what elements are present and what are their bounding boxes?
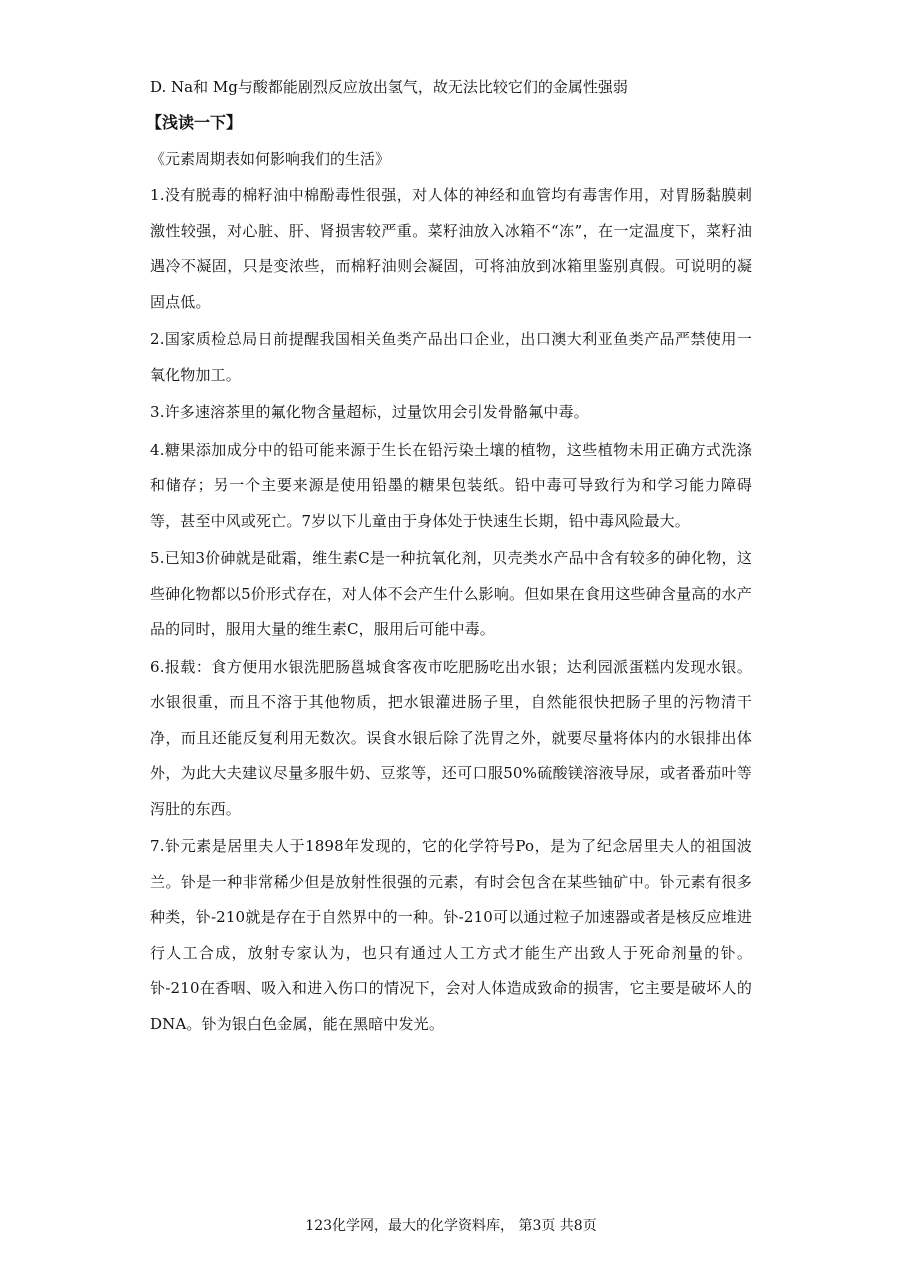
option-d-text: D. Na和 Mg与酸都能剧烈反应放出氢气，故无法比较它们的金属性强弱 (150, 78, 628, 96)
paragraph-6: 6.报载：食方便用水银洗肥肠邕城食客夜市吃肥肠吃出水银；达利园派蛋糕内发现水银。水银很重，而且不溶于其他物质，把水银灌进肠子里，自然能很快把肠子里的污物清干净，而且还能反复利用无数次。误食水银后除了洗胃之外，就要尽量将体内的水银排出体外，为此大夫建议尽量多服牛奶、豆浆等，还可口服50%硫酸镁溶液导尿，或者番茄叶等泻肚的东西。 (150, 657, 752, 818)
section-heading: 【浅读一下】 (146, 113, 243, 132)
paragraph-3: 3.许多速溶茶里的氟化物含量超标，过量饮用会引发骨骼氟中毒。 (150, 403, 589, 421)
paragraph-4: 4.糖果添加成分中的铅可能来源于生长在铅污染土壤的植物，这些植物未用正确方式洗涤和储存；另一个主要来源是使用铅墨的糖果包装纸。铅中毒可导致行为和学习能力障碍等，甚至中风或死亡。7岁以下儿童由于身体处于快速生长期，铅中毒风险最大。 (150, 440, 752, 530)
paragraph-5: 5.已知3价砷就是砒霜，维生素C是一种抗氧化剂，贝壳类水产品中含有较多的砷化物，这些砷化物都以5价形式存在，对人体不会产生什么影响。但如果在食用这些砷含量高的水产品的同时，服用大量的维生素C，服用后可能中毒。 (150, 549, 752, 638)
page-content (146, 70, 752, 1042)
article-title: 《元素周期表如何影响我们的生活》 (150, 150, 391, 168)
paragraph-2: 2.国家质检总局日前提醒我国相关鱼类产品出口企业，出口澳大利亚鱼类产品严禁使用一氧化物加工。 (150, 330, 752, 384)
paragraph-7: 7.钋元素是居里夫人于1898年发现的，它的化学符号Po，是为了纪念居里夫人的祖国波兰。钋是一种非常稀少但是放射性很强的元素，有时会包含在某些铀矿中。钋元素有很多种类，钋-210就是存在于自然界中的一种。钋-210可以通过粒子加速器或者是核反应堆进行人工合成，放射专家认为，也只有通过人工方式才能生产出致人于死命剂量的钋。钋-210在香咽、吸入和进入伤口的情况下，会对人体造成致命的损害，它主要是破坏人的DNA。钋为银白色金属，能在黑暗中发光。 (150, 837, 752, 1033)
page-footer: 123化学网，最大的化学资料库， 第3页 共8页 (305, 1218, 597, 1234)
paragraph-1: 1.没有脱毒的棉籽油中棉酚毒性很强，对人体的神经和血管均有毒害作用，对胃肠黏膜刺激性较强，对心脏、肝、肾损害较严重。菜籽油放入冰箱不“冻”，在一定温度下，菜籽油遇冷不凝固，只是变浓些，而棉籽油则会凝固，可将油放到冰箱里鉴别真假。可说明的凝固点低。 (150, 186, 752, 311)
